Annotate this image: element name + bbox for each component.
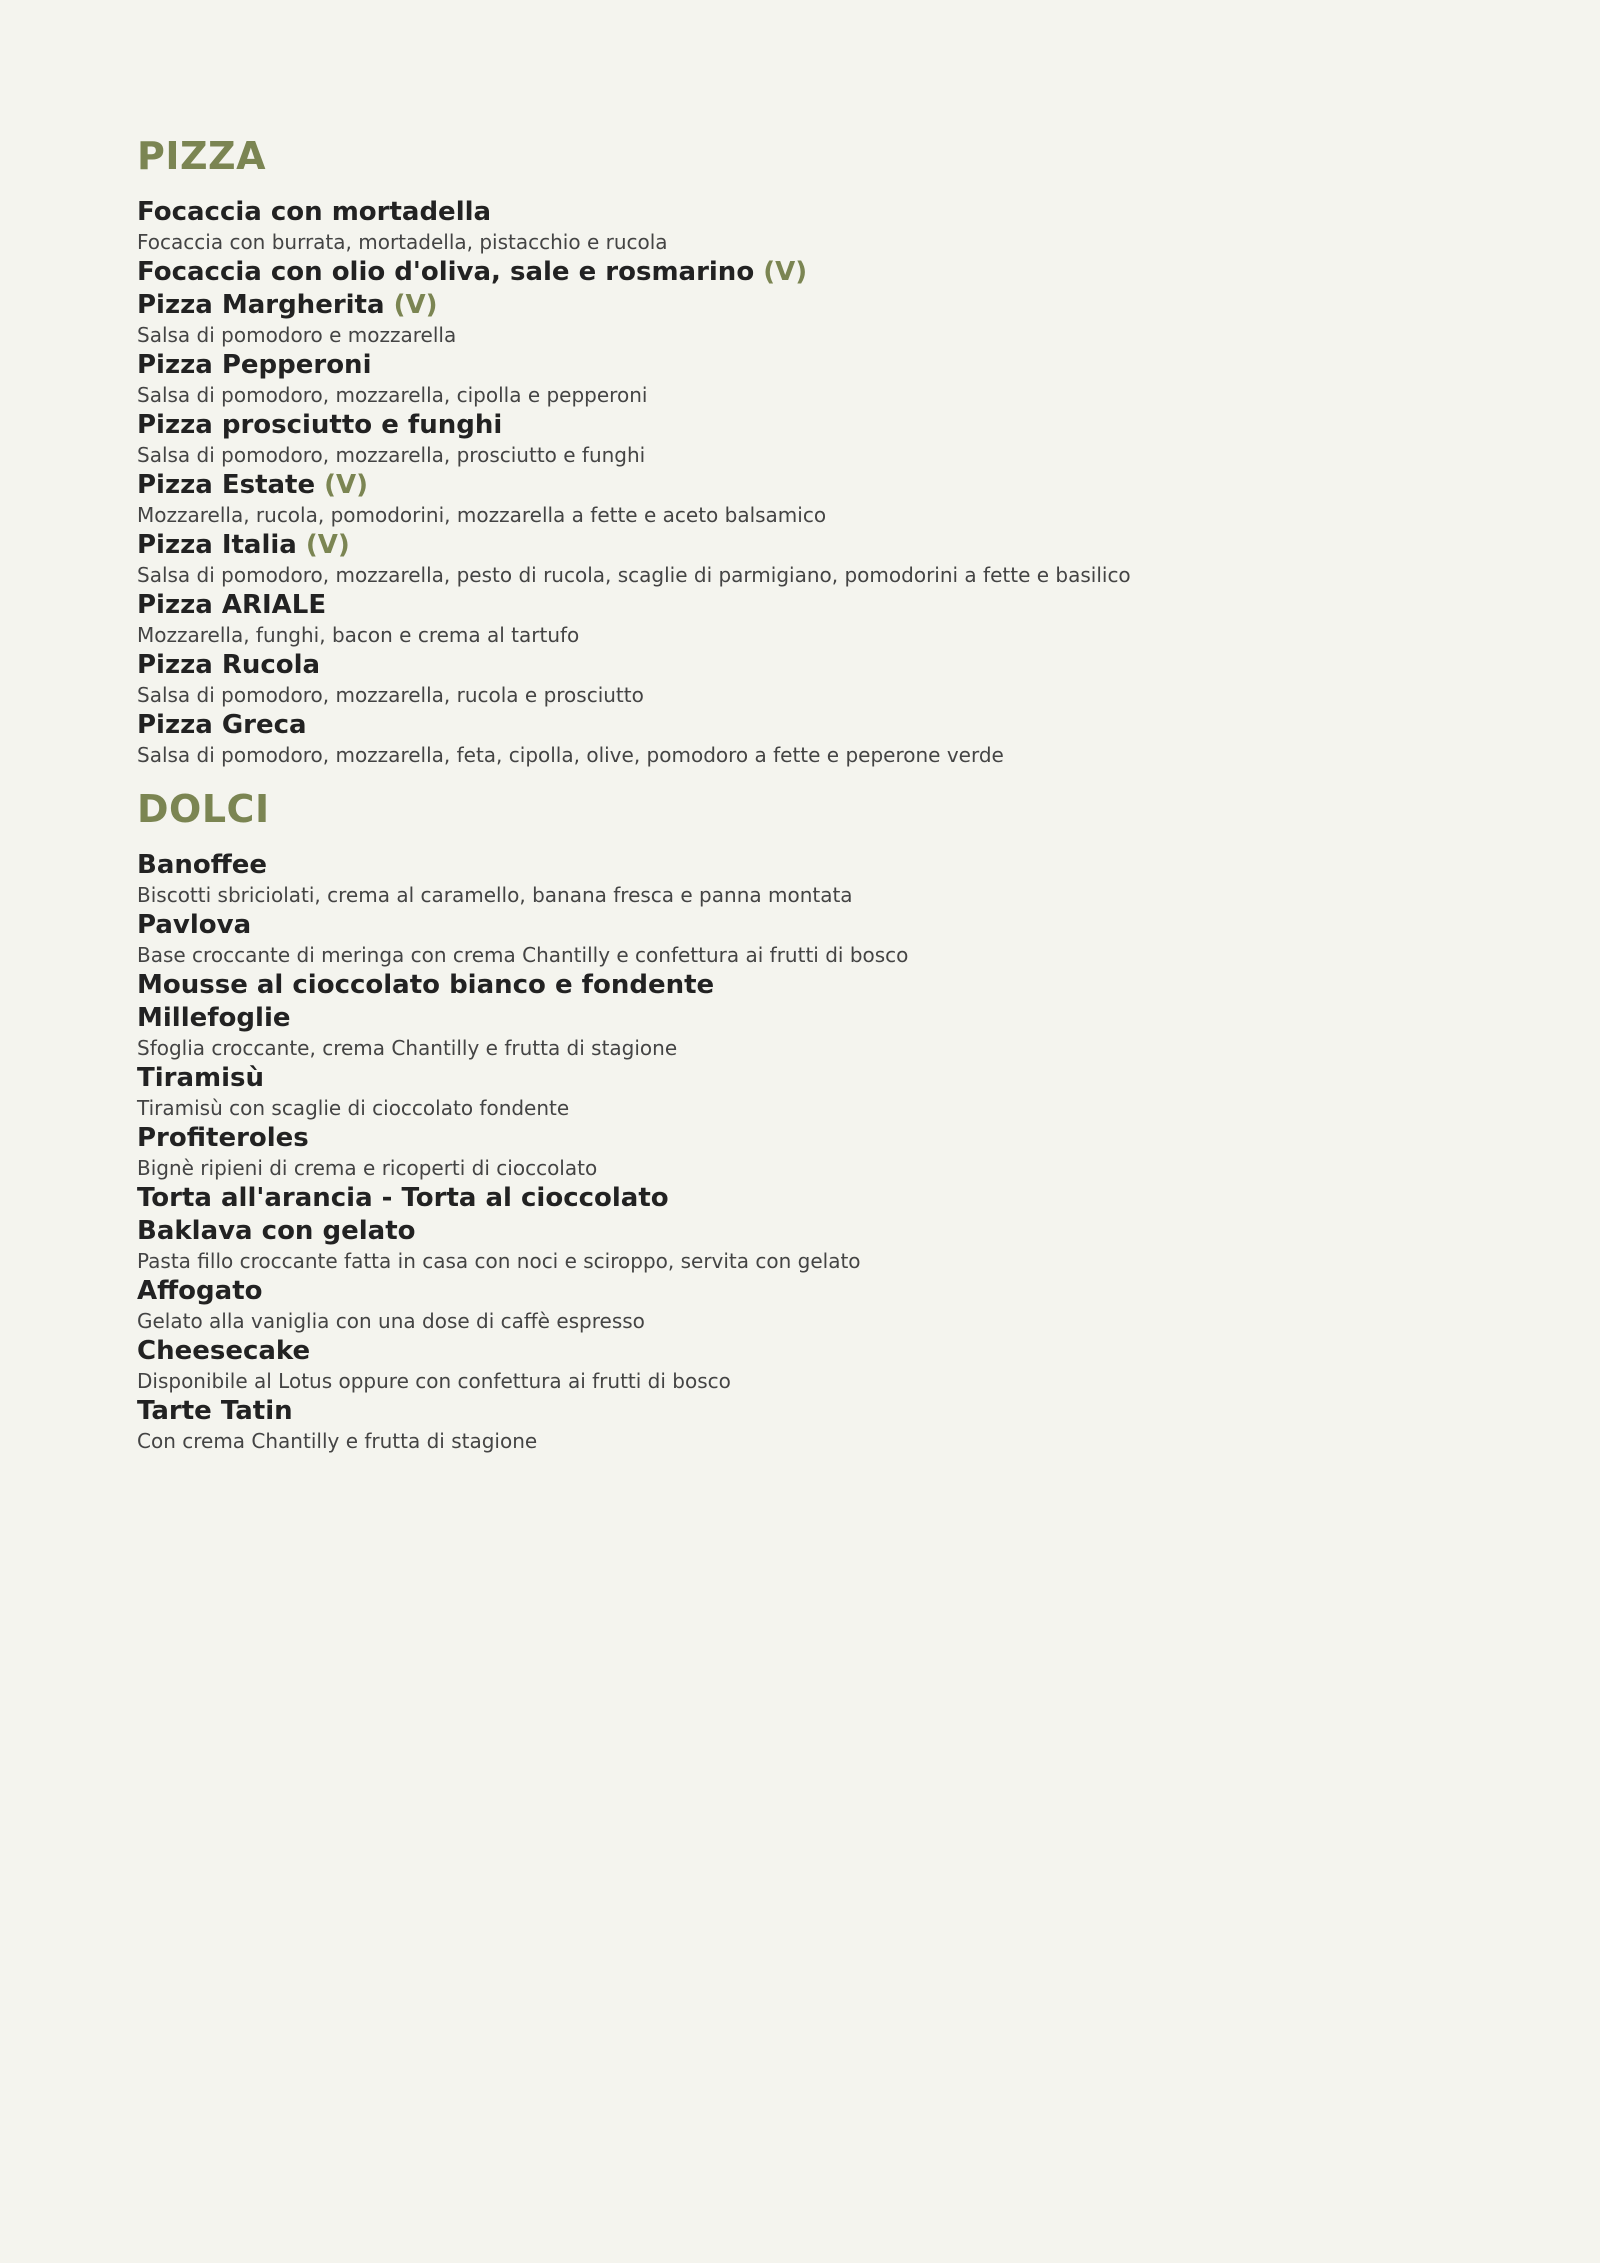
item-name: Millefoglie <box>137 1003 291 1033</box>
item-description: Salsa di pomodoro, mozzarella, feta, cipolla, olive, pomodoro a fette e peperone verde <box>137 743 1004 767</box>
menu-item <box>137 589 1600 649</box>
menu-item <box>137 256 1600 289</box>
item-name: Pavlova <box>137 910 252 940</box>
item-description: Mozzarella, rucola, pomodorini, mozzarella a fette e aceto balsamico <box>137 503 827 527</box>
item-name: Pizza prosciutto e funghi <box>137 410 503 440</box>
menu-item <box>137 1122 1600 1182</box>
section-dolci <box>137 784 1600 1455</box>
item-description: Gelato alla vaniglia con una dose di caffè espresso <box>137 1309 645 1333</box>
menu-item <box>137 1062 1600 1122</box>
item-name: Banoffee <box>137 850 268 880</box>
menu-item <box>137 1002 1600 1062</box>
item-name: Pizza Pepperoni <box>137 350 372 380</box>
vegetarian-badge: (V) <box>305 530 350 560</box>
item-description: Disponibile al Lotus oppure con confettura ai frutti di bosco <box>137 1369 731 1393</box>
menu-item <box>137 469 1600 529</box>
item-name: Cheesecake <box>137 1336 311 1366</box>
menu-item <box>137 909 1600 969</box>
item-description: Sfoglia croccante, crema Chantilly e frutta di stagione <box>137 1036 678 1060</box>
vegetarian-badge: (V) <box>324 470 369 500</box>
menu-item <box>137 1335 1600 1395</box>
item-name: Mousse al cioccolato bianco e fondente <box>137 970 715 1000</box>
vegetarian-badge: (V) <box>763 257 808 287</box>
section-title: PIZZA <box>137 134 267 178</box>
menu-item <box>137 289 1600 349</box>
item-name: Pizza Italia (V) <box>137 530 350 560</box>
menu-item <box>137 709 1600 769</box>
item-description: Con crema Chantilly e frutta di stagione <box>137 1429 538 1453</box>
menu-item <box>137 409 1600 469</box>
menu-item <box>137 1182 1600 1215</box>
item-description: Tiramisù con scaglie di cioccolato fondente <box>137 1096 570 1120</box>
menu-item <box>137 649 1600 709</box>
item-description: Bignè ripieni di crema e ricoperti di cioccolato <box>137 1156 598 1180</box>
item-name: Baklava con gelato <box>137 1216 416 1246</box>
item-description: Salsa di pomodoro, mozzarella, rucola e prosciutto <box>137 683 644 707</box>
menu-item <box>137 849 1600 909</box>
item-description: Base croccante di meringa con crema Chantilly e confettura ai frutti di bosco <box>137 943 909 967</box>
menu-item <box>137 1395 1600 1455</box>
item-description: Salsa di pomodoro e mozzarella <box>137 323 457 347</box>
item-name: Focaccia con mortadella <box>137 197 492 227</box>
item-description: Pasta fillo croccante fatta in casa con noci e sciroppo, servita con gelato <box>137 1249 861 1273</box>
item-name: Pizza ARIALE <box>137 590 327 620</box>
item-description: Salsa di pomodoro, mozzarella, pesto di rucola, scaglie di parmigiano, pomodorini a fette e basilico <box>137 563 1131 587</box>
menu-item <box>137 529 1600 589</box>
item-name: Pizza Estate (V) <box>137 470 369 500</box>
item-description: Salsa di pomodoro, mozzarella, cipolla e pepperoni <box>137 383 648 407</box>
item-name: Profiteroles <box>137 1123 309 1153</box>
item-description: Biscotti sbriciolati, crema al caramello, banana fresca e panna montata <box>137 883 853 907</box>
item-name: Pizza Margherita (V) <box>137 290 438 320</box>
item-name: Affogato <box>137 1276 263 1306</box>
section-title: DOLCI <box>137 787 270 831</box>
item-name: Torta all'arancia - Torta al cioccolato <box>137 1183 669 1213</box>
menu-item <box>137 969 1600 1002</box>
menu-item <box>137 1275 1600 1335</box>
item-name: Tarte Tatin <box>137 1396 293 1426</box>
menu-item <box>137 1215 1600 1275</box>
menu-item <box>137 196 1600 256</box>
item-description: Salsa di pomodoro, mozzarella, prosciutto e funghi <box>137 443 646 467</box>
item-name: Tiramisù <box>137 1063 265 1093</box>
section-pizza <box>137 131 1600 769</box>
item-description: Mozzarella, funghi, bacon e crema al tartufo <box>137 623 580 647</box>
item-description: Focaccia con burrata, mortadella, pistacchio e rucola <box>137 230 668 254</box>
item-name: Pizza Greca <box>137 710 307 740</box>
item-name: Pizza Rucola <box>137 650 321 680</box>
menu-item <box>137 349 1600 409</box>
item-name: Focaccia con olio d'oliva, sale e rosmarino (V) <box>137 257 808 287</box>
vegetarian-badge: (V) <box>393 290 438 320</box>
